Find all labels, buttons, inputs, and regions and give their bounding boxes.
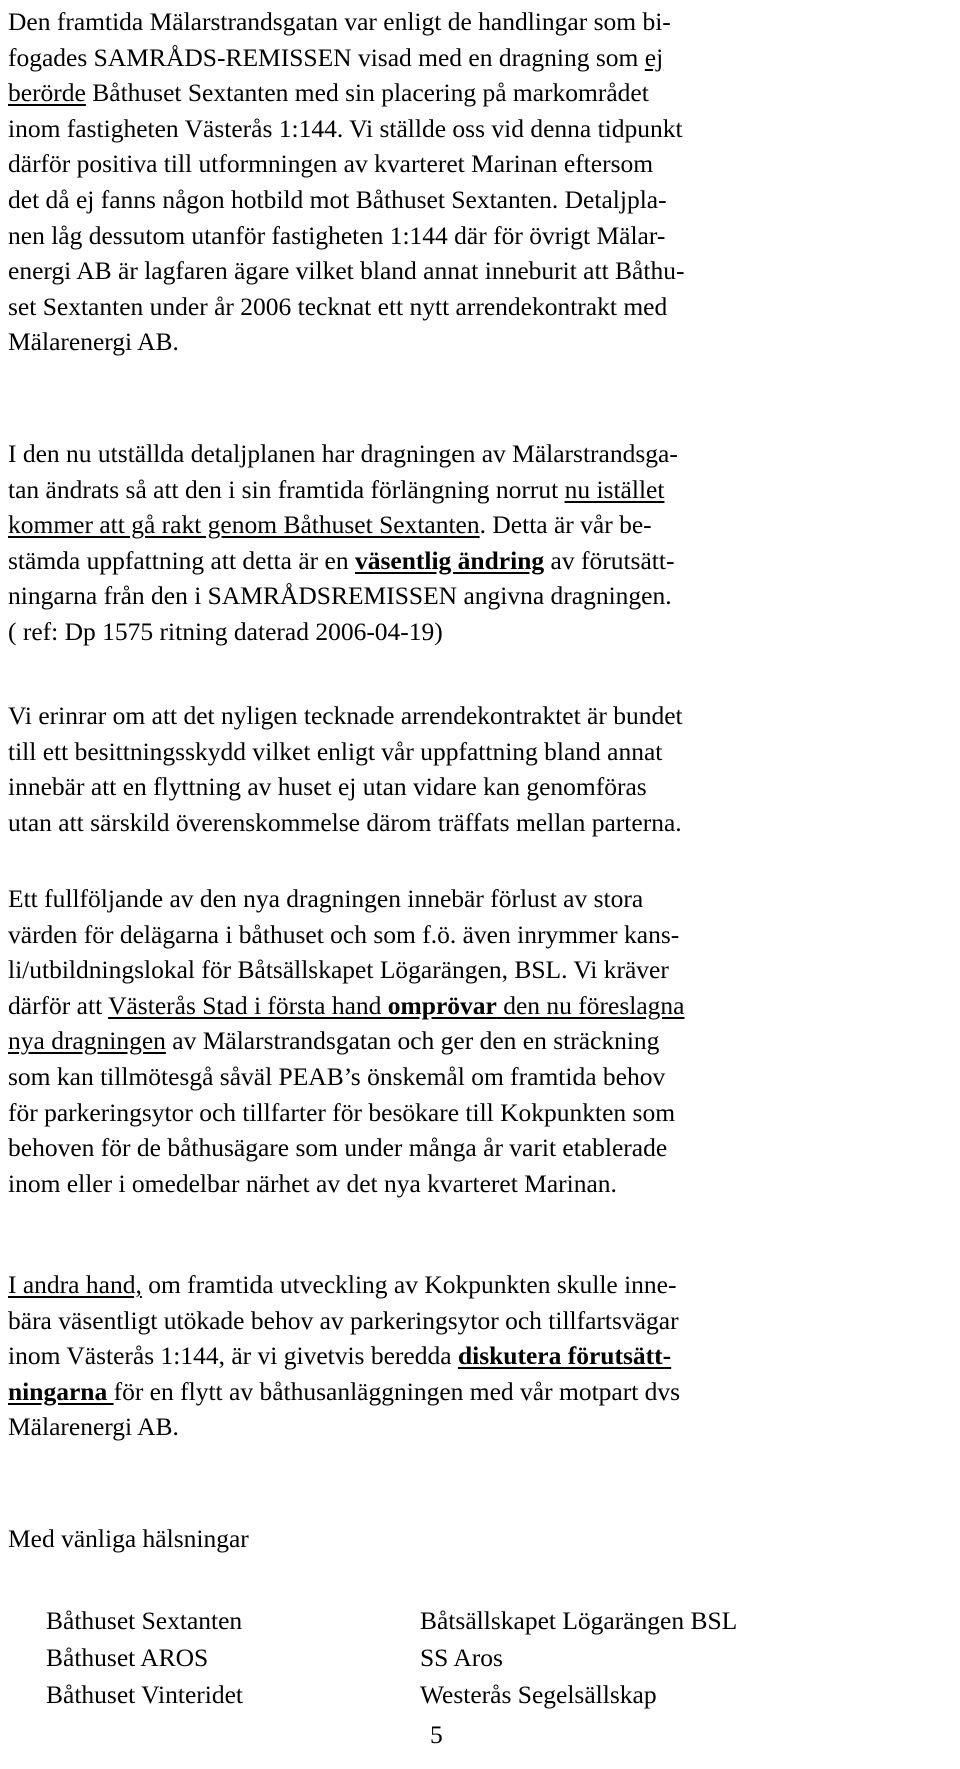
underlined-text: ej — [644, 42, 664, 72]
underlined-text: nya dragningen — [8, 1026, 166, 1056]
text-line: utan att särskild överenskommelse därom träffats mellan parterna. — [8, 807, 682, 837]
text-line: ningarna från den i SAMRÅDSREMISSEN angivna dragningen. — [8, 581, 672, 611]
paragraph-lease — [8, 698, 683, 840]
signatories-right — [420, 1602, 940, 1713]
text-line: värden för delägarna i båthuset och som f.ö. även inrymmer kans- — [8, 919, 680, 949]
bold-underlined-text: omprövar — [387, 990, 497, 1020]
text-line — [8, 507, 678, 543]
underlined-text: kommer att gå rakt genom Båthuset Sextanten — [8, 510, 480, 540]
paragraph-demand — [8, 881, 685, 1201]
text-line — [8, 1374, 680, 1410]
paragraph-new-plan — [8, 436, 678, 650]
text-line — [8, 40, 684, 76]
text-line: li/utbildningslokal för Båtsällskapet Lögarängen, BSL. Vi kräver — [8, 955, 669, 985]
text-line: behoven för de båthusägare som under många år varit etablerade — [8, 1133, 668, 1163]
text-line: Mälarenergi AB. — [8, 327, 179, 357]
page-number: 5 — [430, 1720, 443, 1749]
text-line — [8, 1023, 685, 1059]
signatory: Båthuset Vinteridet — [46, 1680, 244, 1709]
bold-underlined-text: väsentlig ändring — [354, 545, 545, 575]
signatory: Båthuset Sextanten — [46, 1606, 243, 1635]
text-line — [8, 75, 684, 111]
text-line: Den framtida Mälarstrandsgatan var enligt de handlingar som bi- — [8, 7, 671, 36]
text-line: därför positiva till utformningen av kvarteret Marinan eftersom — [8, 149, 654, 179]
text-span: om framtida utveckling av Kokpunkten skulle inne- — [141, 1270, 677, 1299]
paragraph-background — [8, 4, 684, 360]
text-line: energi AB är lagfaren ägare vilket bland annat inneburit att Båthu- — [8, 256, 685, 286]
underlined-text: I andra hand, — [8, 1270, 142, 1299]
text-line: Ett fullföljande av den nya dragningen innebär förlust av stora — [8, 884, 644, 913]
text-span: tan ändrats så att den i sin framtida förlängning norrut — [8, 474, 565, 504]
text-span: för en flytt av båthusanläggningen med vår motpart dvs — [113, 1376, 681, 1406]
signatory: SS Aros — [420, 1643, 503, 1672]
text-line: som kan tillmötesgå såväl PEAB’s önskemål om framtida behov — [8, 1061, 666, 1091]
text-line: inom fastigheten Västerås 1:144. Vi ställde oss vid denna tidpunkt — [8, 113, 683, 143]
bold-underlined-text: diskutera förutsätt- — [457, 1341, 672, 1371]
text-line: I den nu utställda detaljplanen har dragningen av Mälarstrandsga- — [8, 439, 678, 468]
text-line: Mälarenergi AB. — [8, 1412, 179, 1442]
text-span: därför att — [8, 990, 109, 1020]
text-line: till ett besittningsskydd vilket enligt vår uppfattning bland annat — [8, 736, 663, 766]
text-line: nen låg dessutom utanför fastigheten 1:144 där för övrigt Mälar- — [8, 220, 666, 250]
text-line: Vi erinrar om att det nyligen tecknade arrendekontraktet är bundet — [8, 701, 683, 730]
text-line: för parkeringsytor och tillfarter för besökare till Kokpunkten som — [8, 1097, 676, 1127]
text-line — [8, 1338, 680, 1374]
signatory: Båtsällskapet Lögarängen BSL — [420, 1606, 738, 1635]
text-span: av förutsätt- — [544, 545, 675, 575]
text-line: inom eller i omedelbar närhet av det nya kvarteret Marinan. — [8, 1168, 617, 1198]
underlined-text: den nu föreslagna — [496, 990, 685, 1020]
text-line — [8, 543, 678, 579]
text-span: fogades SAMRÅDS-REMISSEN visad med en dragning som — [8, 42, 645, 72]
text-line: set Sextanten under år 2006 tecknat ett nytt arrendekontrakt med — [8, 291, 668, 321]
text-span: . Detta är vår be- — [479, 510, 652, 540]
text-line: det då ej fanns någon hotbild mot Båthuset Sextanten. Detaljpla- — [8, 184, 667, 214]
underlined-text: Västerås Stad i första hand — [108, 990, 388, 1020]
text-line: innebär att en flyttning av huset ej utan vidare kan genomföras — [8, 772, 647, 802]
closing-greeting: Med vänliga hälsningar — [8, 1524, 249, 1553]
text-span: Båthuset Sextanten med sin placering på markområdet — [85, 78, 649, 108]
text-span: stämda uppfattning att detta är en — [8, 545, 355, 575]
bold-underlined-text: ningarna — [8, 1376, 114, 1406]
text-line: ( ref: Dp 1575 ritning daterad 2006-04-19) — [8, 616, 443, 646]
paragraph-second-option — [8, 1267, 680, 1445]
text-line — [8, 1267, 680, 1303]
signatories-left — [46, 1602, 406, 1713]
underlined-text: nu istället — [564, 474, 665, 504]
underlined-text: berörde — [8, 78, 86, 108]
text-line: bära väsentligt utökade behov av parkeringsytor och tillfartsvägar — [8, 1305, 679, 1335]
text-line — [8, 988, 685, 1024]
signatory: Båthuset AROS — [46, 1643, 209, 1672]
text-span: av Mälarstrandsgatan och ger den en sträckning — [165, 1026, 660, 1056]
text-line — [8, 472, 678, 508]
text-span: inom Västerås 1:144, är vi givetvis beredda — [8, 1341, 458, 1371]
signatory: Westerås Segelsällskap — [420, 1680, 657, 1709]
